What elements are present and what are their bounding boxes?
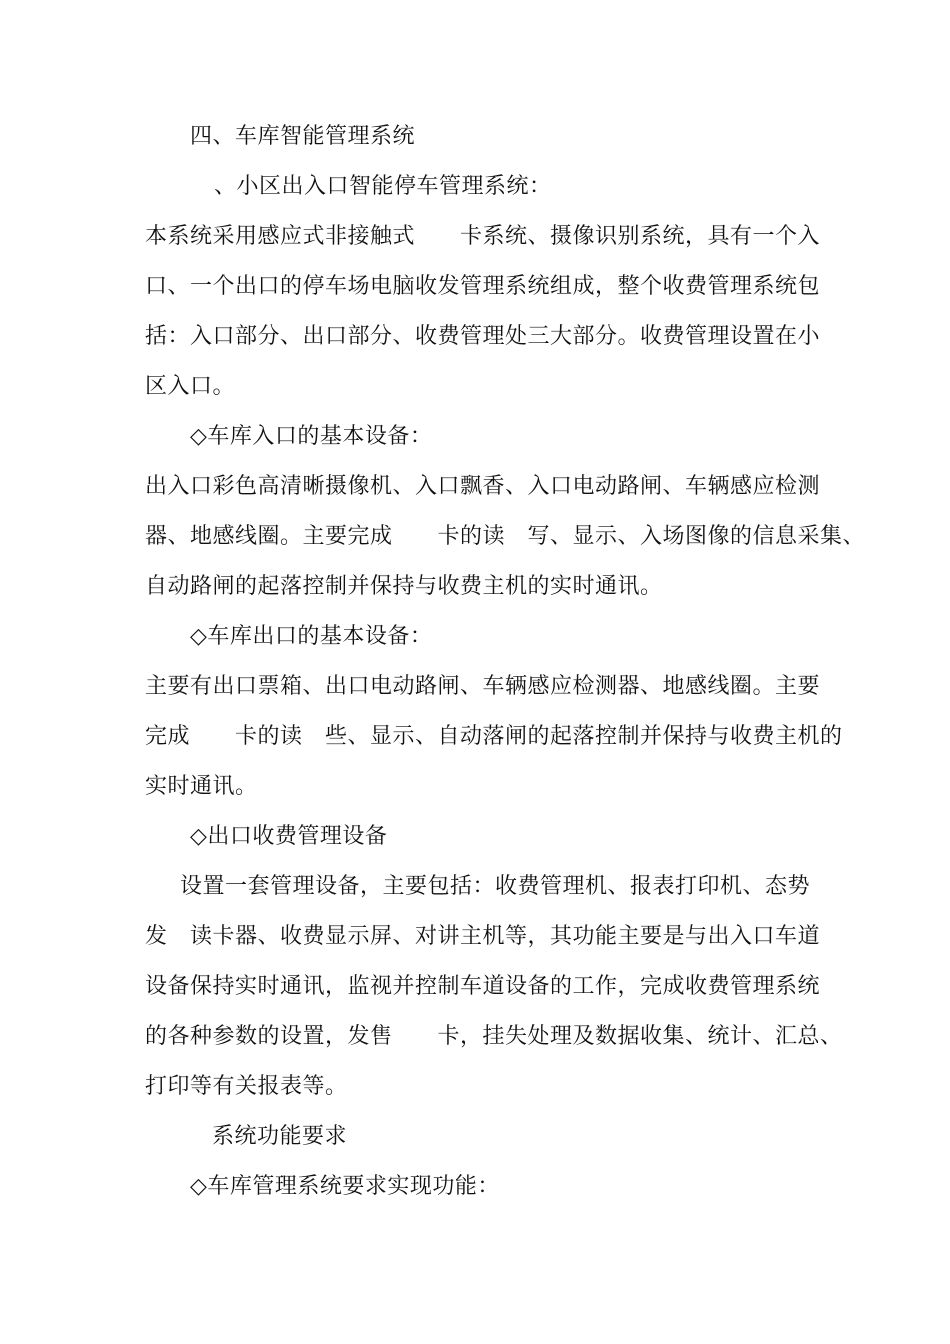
paragraph-line: 打印等有关报表等。 <box>145 1074 348 1099</box>
paragraph-line: 设置一套管理设备，主要包括：收费管理机、报表打印机、态势 <box>180 874 811 899</box>
paragraph-line: 设备保持实时通讯，监视并控制车道设备的工作，完成收费管理系统 <box>145 974 821 999</box>
paragraph-line: 本系统采用感应式非接触式 卡系统、摄像识别系统，具有一个入 <box>145 224 821 249</box>
bullet-heading: ◇出口收费管理设备 <box>190 824 388 849</box>
section-heading: 四、车库智能管理系统 <box>190 124 416 149</box>
paragraph-line: 出入口彩色高清晰摄像机、入口飘香、入口电动路闸、车辆感应检测 <box>145 474 821 499</box>
paragraph-line: 自动路闸的起落控制并保持与收费主机的实时通讯。 <box>145 574 663 599</box>
paragraph-line: 口、一个出口的停车场电脑收发管理系统组成，整个收费管理系统包 <box>145 274 821 299</box>
bullet-heading: ◇车库管理系统要求实现功能： <box>190 1174 500 1199</box>
paragraph-line: 发 读卡器、收费显示屏、对讲主机等，其功能主要是与出入口车道 <box>145 924 821 949</box>
paragraph-line: 完成 卡的读 些、显示、自动落闸的起落控制并保持与收费主机的 <box>145 724 843 749</box>
paragraph-line: 区入口。 <box>145 374 236 399</box>
paragraph-line: 器、地感线圈。主要完成 卡的读 写、显示、入场图像的信息采集、 <box>145 524 866 549</box>
subsection-heading: 系统功能要求 <box>212 1124 348 1149</box>
bullet-heading: ◇车库出口的基本设备： <box>190 624 433 649</box>
subsection-heading: 、小区出入口智能停车管理系统： <box>214 174 552 199</box>
paragraph-line: 主要有出口票箱、出口电动路闸、车辆感应检测器、地感线圈。主要 <box>145 674 821 699</box>
paragraph-line: 的各种参数的设置，发售 卡，挂失处理及数据收集、统计、汇总、 <box>145 1024 843 1049</box>
paragraph-line: 括：入口部分、出口部分、收费管理处三大部分。收费管理设置在小 <box>145 324 821 349</box>
bullet-heading: ◇车库入口的基本设备： <box>190 424 433 449</box>
paragraph-line: 实时通讯。 <box>145 774 258 799</box>
